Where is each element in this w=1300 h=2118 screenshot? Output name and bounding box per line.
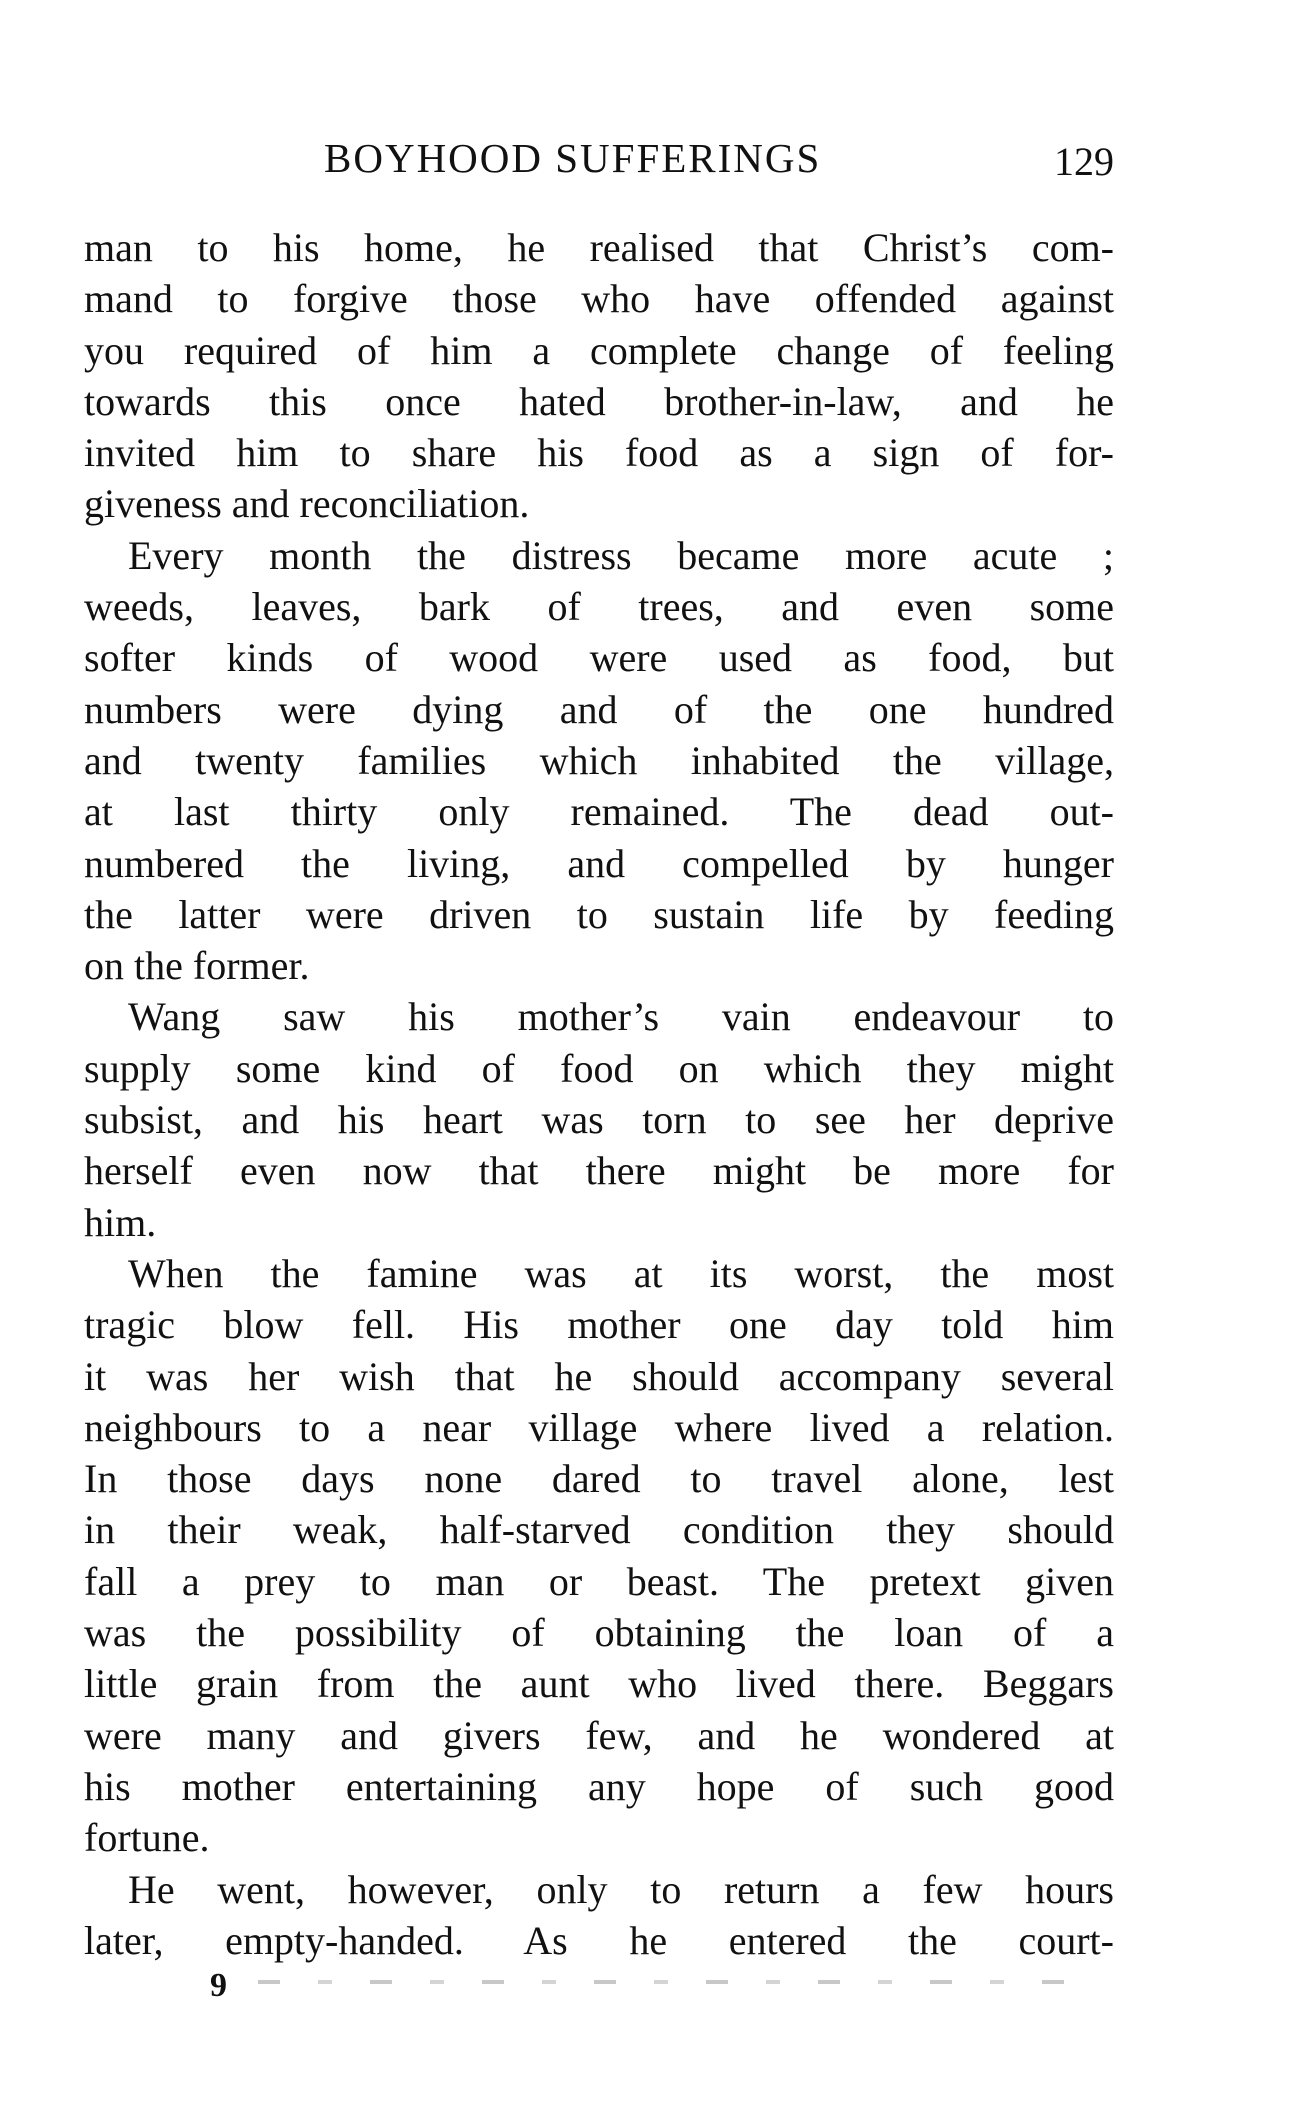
text-line: numbers were dying and of the one hundred — [84, 686, 1114, 732]
text-line: on the former. — [84, 943, 310, 989]
text-line: In those days none dared to travel alone, lest — [84, 1456, 1114, 1502]
text-line: little grain from the aunt who lived there. Beggars — [84, 1661, 1114, 1707]
text-line: mand to forgive those who have offended against — [84, 276, 1114, 322]
page-number: 129 — [1054, 139, 1114, 184]
show-through-artifact — [258, 1980, 1078, 1984]
text-line: the latter were driven to sustain life by feeding — [84, 891, 1114, 937]
text-line: neighbours to a near village where lived a relation. — [84, 1404, 1114, 1450]
paragraph-start-line: He went, however, only to return a few hours — [128, 1866, 1114, 1912]
paragraph-start-line: Wang saw his mother’s vain endeavour to — [128, 994, 1114, 1040]
text-line: later, empty-handed. As he entered the court- — [84, 1917, 1114, 1963]
body-text — [84, 222, 1114, 1966]
text-line: his mother entertaining any hope of such good — [84, 1763, 1114, 1809]
text-line: numbered the living, and compelled by hunger — [84, 840, 1114, 886]
text-line: fall a prey to man or beast. The pretext given — [84, 1558, 1114, 1604]
text-line: were many and givers few, and he wondered at — [84, 1712, 1114, 1758]
text-line: fortune. — [84, 1815, 210, 1861]
paragraph-start-line: When the famine was at its worst, the most — [128, 1250, 1114, 1296]
text-line: man to his home, he realised that Christ’s com- — [84, 225, 1114, 270]
text-line: giveness and reconciliation. — [84, 481, 530, 527]
text-line: softer kinds of wood were used as food, but — [84, 635, 1114, 681]
text-line: you required of him a complete change of feeling — [84, 327, 1114, 373]
text-line: invited him to share his food as a sign of for- — [84, 430, 1114, 476]
text-line: and twenty families which inhabited the village, — [84, 737, 1114, 783]
text-line: was the possibility of obtaining the loan of a — [84, 1610, 1114, 1656]
paragraph-start-line: Every month the distress became more acute ; — [128, 532, 1114, 578]
text-line: tragic blow fell. His mother one day told him — [84, 1302, 1114, 1348]
text-line: him. — [84, 1199, 157, 1245]
text-line: subsist, and his heart was torn to see her deprive — [84, 1097, 1114, 1143]
text-line: supply some kind of food on which they might — [84, 1045, 1114, 1091]
text-line: in their weak, half-starved condition they should — [84, 1507, 1114, 1553]
text-line: weeds, leaves, bark of trees, and even some — [84, 584, 1114, 630]
text-line: it was her wish that he should accompany several — [84, 1353, 1114, 1399]
text-line: at last thirty only remained. The dead out- — [84, 789, 1114, 835]
text-line: herself even now that there might be more for — [84, 1148, 1114, 1194]
signature-mark: 9 — [210, 1967, 227, 2004]
text-line: towards this once hated brother-in-law, and he — [84, 378, 1114, 424]
running-head — [84, 128, 1114, 188]
running-title: BOYHOOD SUFFERINGS — [324, 135, 822, 181]
